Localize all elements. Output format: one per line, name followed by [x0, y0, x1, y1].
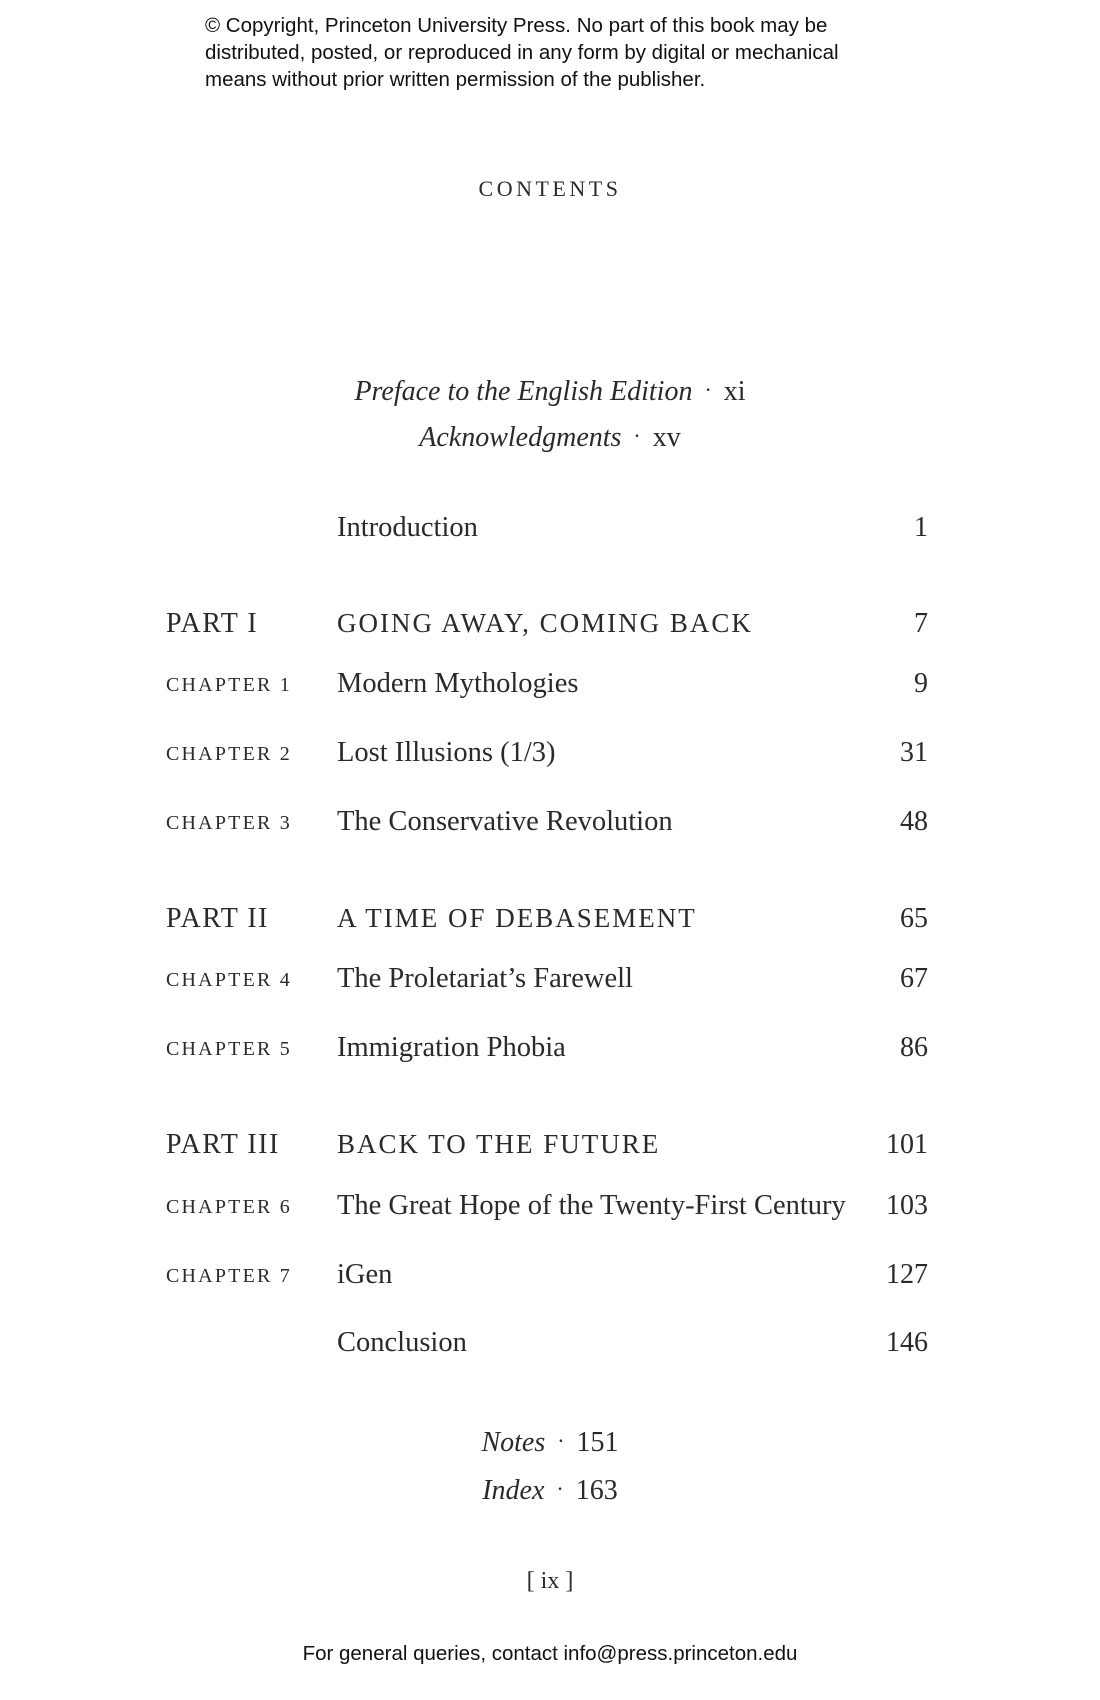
back-matter-entry: [0, 1427, 1100, 1459]
chapter-label: CHAPTER 1: [166, 674, 292, 696]
toc-title: iGen: [337, 1259, 393, 1290]
chapter-label: CHAPTER 6: [166, 1196, 292, 1218]
front-matter-entry: [0, 376, 1100, 408]
chapter-label: CHAPTER 3: [166, 812, 292, 834]
toc-entry-chapter-7: [0, 1259, 1100, 1299]
toc-page: 65: [900, 903, 928, 934]
entry-page: 163: [575, 1475, 618, 1506]
toc-title: The Great Hope of the Twenty-First Century: [337, 1190, 846, 1221]
toc-page: 9: [914, 668, 928, 699]
toc-page: 146: [886, 1327, 928, 1358]
toc-page: 103: [886, 1190, 928, 1221]
toc-title: Modern Mythologies: [337, 668, 579, 699]
copyright-notice: [205, 12, 925, 93]
toc-entry-chapter-1: [0, 668, 1100, 708]
part-label: PART II: [166, 903, 269, 934]
toc-entry-chapter-2: [0, 737, 1100, 777]
toc-entry-part-2: [0, 903, 1100, 943]
toc-entry-chapter-5: [0, 1032, 1100, 1072]
chapter-label: CHAPTER 7: [166, 1265, 292, 1287]
toc-title: The Conservative Revolution: [337, 806, 673, 837]
entry-page: xv: [652, 422, 681, 453]
part-label: PART I: [166, 608, 259, 639]
copyright-line: means without prior written permission of the publisher.: [205, 68, 706, 91]
toc-entry-part-1: [0, 608, 1100, 648]
toc-entry-chapter-4: [0, 963, 1100, 1003]
toc-page: 1: [914, 512, 928, 543]
back-matter-entry: [0, 1475, 1100, 1507]
toc-title: Immigration Phobia: [337, 1032, 566, 1063]
copyright-line: distributed, posted, or reproduced in any form by digital or mechanical: [205, 41, 839, 64]
part-title: GOING AWAY, COMING BACK: [337, 608, 753, 638]
toc-page: 127: [886, 1259, 928, 1290]
page-title: CONTENTS: [478, 176, 622, 201]
toc-title: Introduction: [337, 512, 478, 543]
chapter-label: CHAPTER 4: [166, 969, 292, 991]
footer-contact: For general queries, contact info@press.princeton.edu: [302, 1642, 798, 1665]
part-title: A TIME OF DEBASEMENT: [337, 903, 697, 933]
chapter-label: CHAPTER 2: [166, 743, 292, 765]
toc-page: 101: [886, 1129, 928, 1160]
toc-entry-conclusion: [0, 1327, 1100, 1367]
separator-dot: ·: [704, 377, 712, 402]
toc-title: Lost Illusions (1/3): [337, 737, 556, 768]
separator-dot: ·: [556, 1476, 564, 1501]
toc-page: 48: [900, 806, 928, 837]
page-number: [ ix ]: [526, 1568, 574, 1594]
toc-page: 31: [900, 737, 928, 768]
front-matter-entry: [0, 422, 1100, 454]
copyright-line: © Copyright, Princeton University Press. No part of this book may be: [205, 14, 828, 37]
entry-title: Notes: [481, 1427, 546, 1458]
separator-dot: ·: [557, 1428, 565, 1453]
toc-page: 7: [914, 608, 928, 639]
toc-title: Conclusion: [337, 1327, 467, 1358]
entry-title: Index: [482, 1475, 545, 1506]
toc-page: 86: [900, 1032, 928, 1063]
part-label: PART III: [166, 1129, 280, 1160]
entry-page: 151: [576, 1427, 619, 1458]
entry-title: Preface to the English Edition: [354, 376, 693, 407]
chapter-label: CHAPTER 5: [166, 1038, 292, 1060]
separator-dot: ·: [633, 423, 641, 448]
entry-page: xi: [723, 376, 746, 407]
part-title: BACK TO THE FUTURE: [337, 1129, 661, 1159]
toc-entry-chapter-3: [0, 806, 1100, 846]
toc-entry-introduction: [0, 512, 1100, 552]
toc-page: 67: [900, 963, 928, 994]
entry-title: Acknowledgments: [419, 422, 622, 453]
toc-title: The Proletariat’s Farewell: [337, 963, 633, 994]
toc-entry-chapter-6: [0, 1190, 1100, 1230]
toc-entry-part-3: [0, 1129, 1100, 1169]
